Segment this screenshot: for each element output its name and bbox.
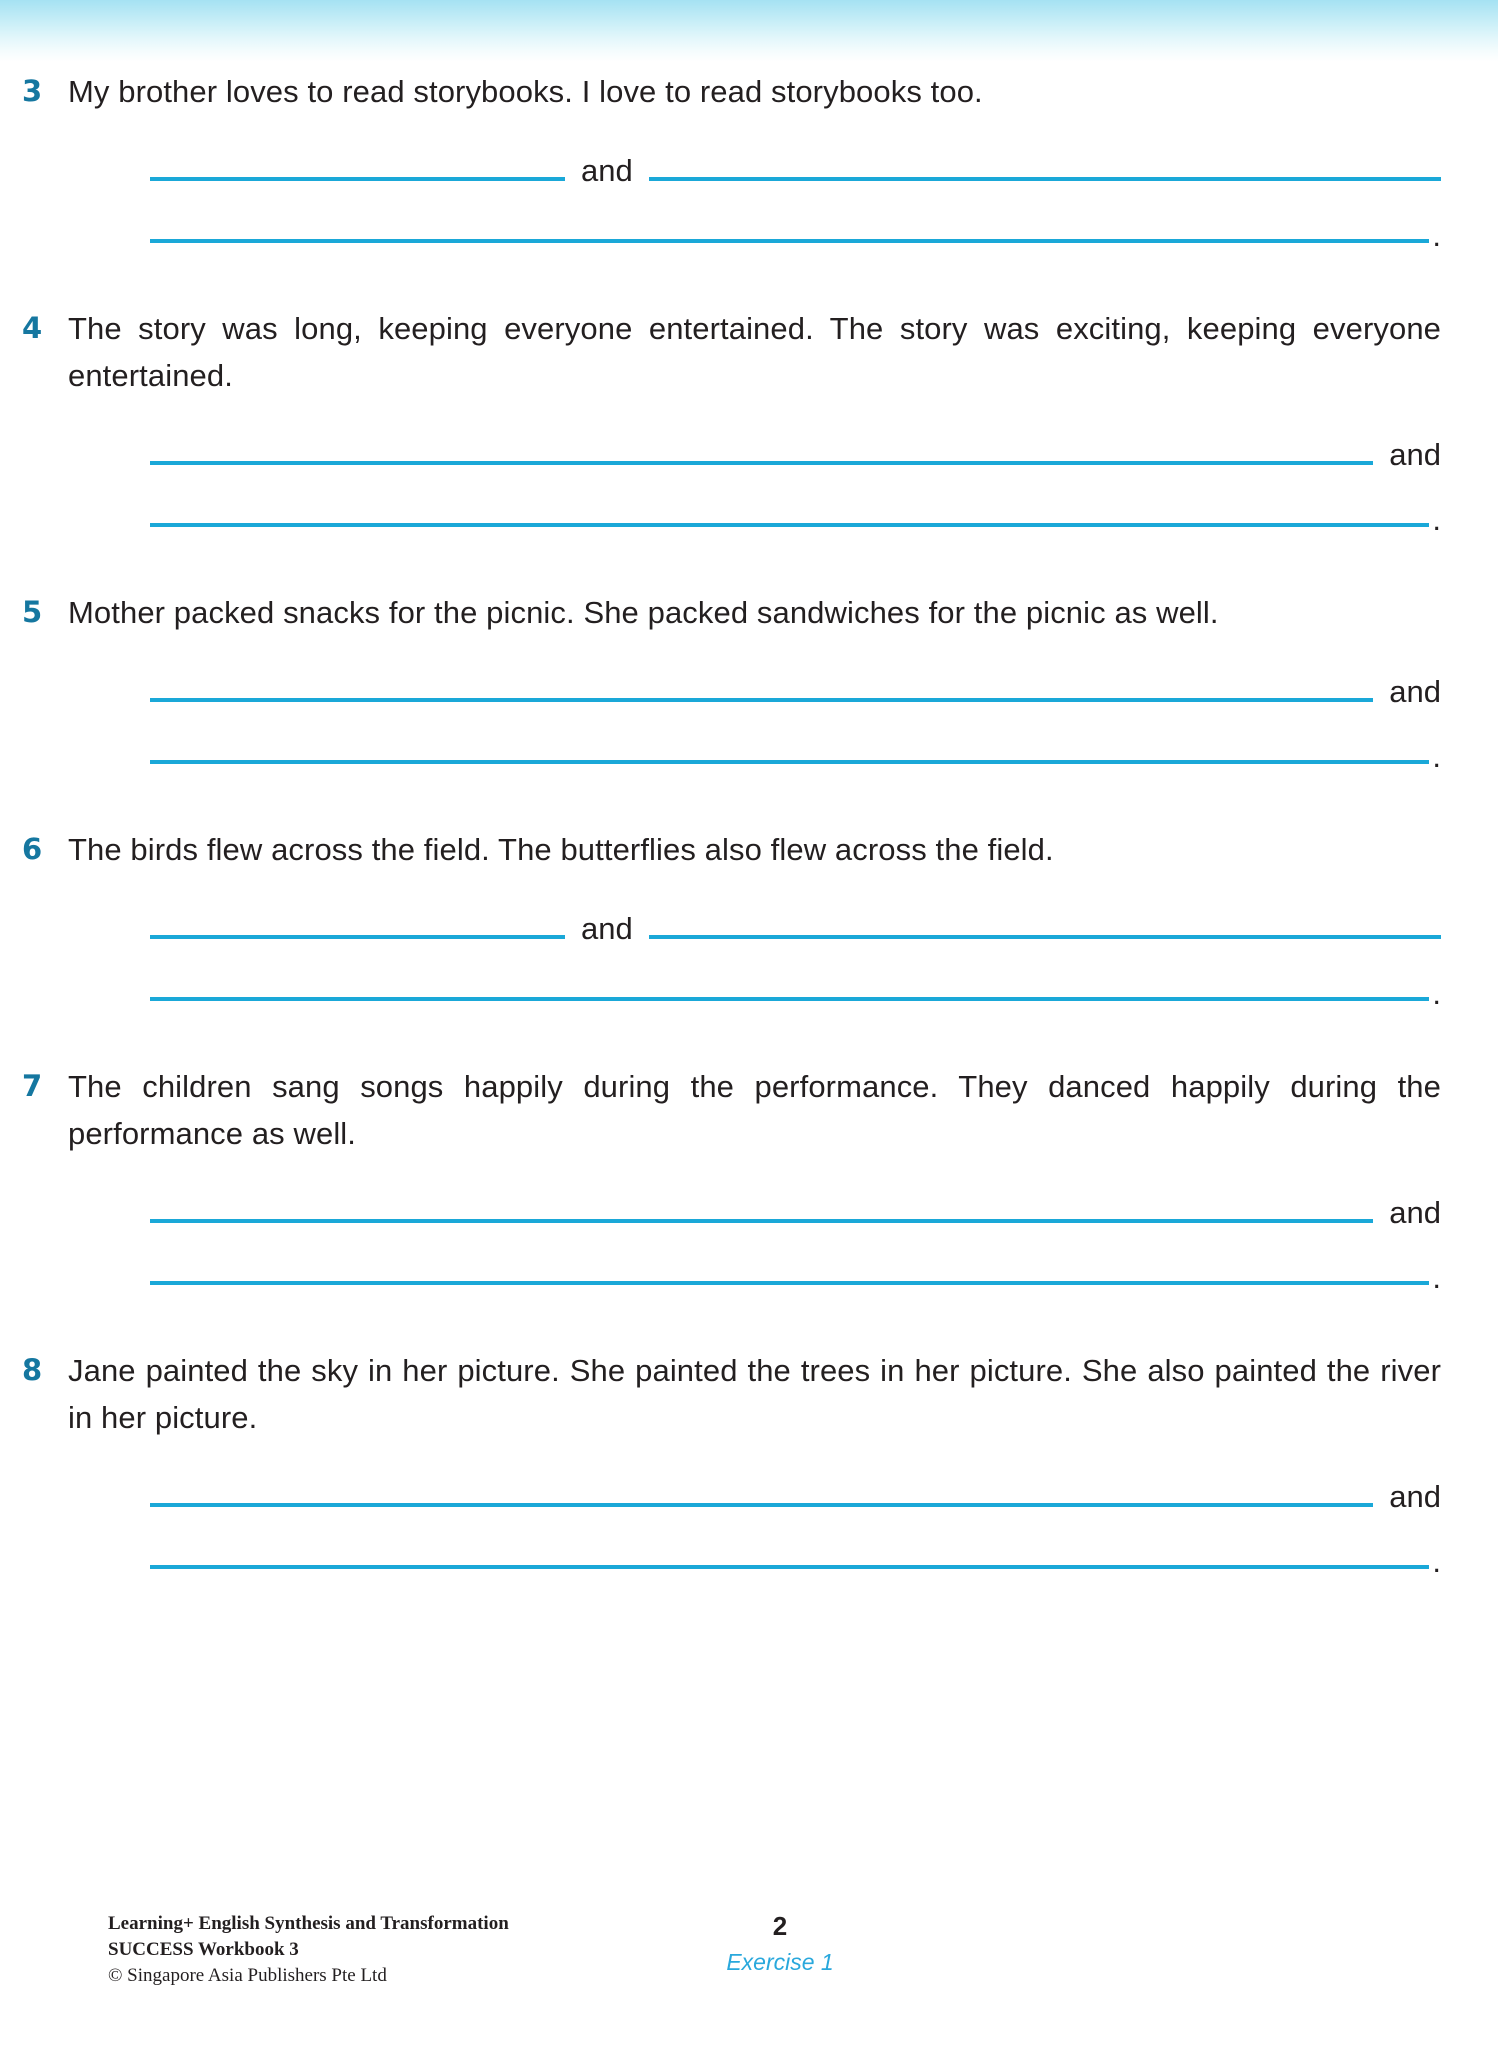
question-text: The story was long, keeping everyone entertained. The story was exciting, keeping everyone entertained. — [68, 311, 1441, 393]
answer-row-1 — [150, 415, 1441, 477]
page-number: 2 — [772, 1911, 788, 1941]
answer-blank-full[interactable] — [150, 239, 1429, 243]
answer-blank-right[interactable] — [649, 177, 1441, 181]
question-row — [0, 1347, 1498, 1441]
answer-row-2 — [150, 477, 1441, 539]
answer-row-2 — [150, 951, 1441, 1013]
and-connector: and — [581, 153, 633, 188]
answer-area — [0, 1457, 1498, 1581]
answer-blank-full[interactable] — [150, 1219, 1373, 1223]
question-number: 6 — [22, 832, 43, 866]
answer-area — [0, 415, 1498, 539]
sentence-period: . — [1432, 502, 1441, 537]
answer-blank-full[interactable] — [150, 1281, 1429, 1285]
sentence-period: . — [1432, 218, 1441, 253]
question-block — [0, 826, 1498, 1013]
question-row — [0, 826, 1498, 873]
answer-blank-full[interactable] — [150, 1503, 1373, 1507]
answer-blank-full[interactable] — [150, 523, 1429, 527]
question-number: 7 — [22, 1069, 43, 1103]
answer-blank-left[interactable] — [150, 177, 565, 181]
question-number: 5 — [22, 595, 43, 629]
answer-blank-full[interactable] — [150, 461, 1373, 465]
answer-area — [0, 131, 1498, 255]
answer-blank-left[interactable] — [150, 935, 565, 939]
answer-blank-right[interactable] — [649, 935, 1441, 939]
answer-blank-full[interactable] — [150, 997, 1429, 1001]
question-text: Jane painted the sky in her picture. She painted the trees in her picture. She also painted the river in her picture. — [68, 1353, 1441, 1435]
answer-blank-full[interactable] — [150, 760, 1429, 764]
question-text: The children sang songs happily during the performance. They danced happily during the performance as well. — [68, 1069, 1441, 1151]
footer-title-line-2: SUCCESS Workbook 3 — [108, 1939, 299, 1960]
question-block — [0, 589, 1498, 776]
page-header-gradient — [0, 0, 1498, 62]
answer-row-1 — [150, 131, 1441, 193]
page-footer — [0, 1911, 1498, 2001]
sentence-period: . — [1432, 1544, 1441, 1579]
answer-row-2 — [150, 714, 1441, 776]
sentence-period: . — [1432, 976, 1441, 1011]
answer-blank-full[interactable] — [150, 698, 1373, 702]
exercise-label: Exercise 1 — [726, 1949, 834, 1975]
and-connector: and — [581, 911, 633, 946]
footer-title-line-1: Learning+ English Synthesis and Transformation — [108, 1913, 509, 1934]
question-block — [0, 305, 1498, 539]
answer-row-1 — [150, 652, 1441, 714]
question-number: 4 — [22, 311, 43, 345]
sentence-period: . — [1432, 739, 1441, 774]
and-connector: and — [1389, 437, 1441, 472]
answer-row-2 — [150, 193, 1441, 255]
question-text: The birds flew across the field. The butterflies also flew across the field. — [68, 832, 1054, 867]
question-block — [0, 1347, 1498, 1581]
answer-area — [0, 1173, 1498, 1297]
footer-publisher-info — [108, 1911, 509, 1989]
and-connector: and — [1389, 1479, 1441, 1514]
and-connector: and — [1389, 674, 1441, 709]
answer-blank-full[interactable] — [150, 1565, 1429, 1569]
question-text: Mother packed snacks for the picnic. She packed sandwiches for the picnic as well. — [68, 595, 1219, 630]
question-block — [0, 68, 1498, 255]
sentence-period: . — [1432, 1260, 1441, 1295]
question-row — [0, 1063, 1498, 1157]
answer-row-2 — [150, 1519, 1441, 1581]
question-number: 3 — [22, 74, 43, 108]
questions-container — [0, 62, 1498, 1581]
question-number: 8 — [22, 1353, 43, 1387]
answer-row-1 — [150, 889, 1441, 951]
question-block — [0, 1063, 1498, 1297]
question-row — [0, 68, 1498, 115]
footer-copyright: © Singapore Asia Publishers Pte Ltd — [108, 1965, 387, 1986]
answer-area — [0, 652, 1498, 776]
answer-area — [0, 889, 1498, 1013]
and-connector: and — [1389, 1195, 1441, 1230]
answer-row-1 — [150, 1173, 1441, 1235]
answer-row-1 — [150, 1457, 1441, 1519]
question-row — [0, 589, 1498, 636]
answer-row-2 — [150, 1235, 1441, 1297]
footer-page-info — [700, 1911, 860, 1979]
question-row — [0, 305, 1498, 399]
question-text: My brother loves to read storybooks. I love to read storybooks too. — [68, 74, 983, 109]
